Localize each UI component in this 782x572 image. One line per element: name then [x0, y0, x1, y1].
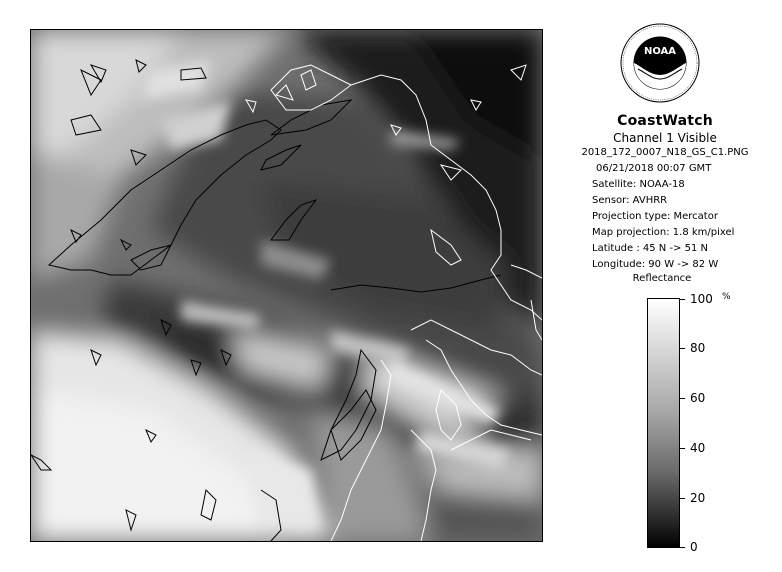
reflectance-colorbar	[647, 298, 680, 548]
colorbar-tick	[680, 498, 685, 499]
satellite-image	[30, 29, 543, 542]
colorbar-tick	[680, 348, 685, 349]
colorbar-tick-label: 0	[690, 540, 698, 554]
longitude-range: Longitude: 90 W -> 82 W	[592, 259, 719, 270]
colorbar-tick	[680, 547, 685, 548]
colorbar-tick-label: 80	[690, 341, 706, 355]
file-name: 2018_172_0007_N18_GS_C1.PNG	[581, 147, 749, 158]
latitude-range: Latitude : 45 N -> 51 N	[592, 243, 708, 254]
colorbar-unit: %	[722, 292, 731, 302]
channel-label: Channel 1 Visible	[613, 131, 717, 145]
sensor-label: Sensor: AVHRR	[592, 195, 668, 206]
noaa-logo	[620, 23, 700, 103]
projection-type: Projection type: Mercator	[592, 211, 718, 222]
colorbar-tick-label: 40	[690, 441, 706, 455]
map-canvas	[31, 30, 542, 541]
colorbar-tick-label: 20	[690, 491, 706, 505]
satellite-label: Satellite: NOAA-18	[592, 179, 685, 190]
colorbar-tick	[680, 398, 685, 399]
colorbar-title: Reflectance	[632, 273, 692, 284]
date-time: 06/21/2018 00:07 GMT	[596, 163, 712, 174]
noaa-seal-icon	[620, 23, 700, 103]
logo-text: NOAA	[643, 46, 677, 57]
colorbar-tick-label: 100	[690, 292, 713, 306]
colorbar-tick-label: 60	[690, 391, 706, 405]
colorbar-tick	[680, 299, 685, 300]
map-projection: Map projection: 1.8 km/pixel	[592, 227, 735, 238]
brand-title: CoastWatch	[617, 113, 713, 129]
colorbar-tick	[680, 448, 685, 449]
